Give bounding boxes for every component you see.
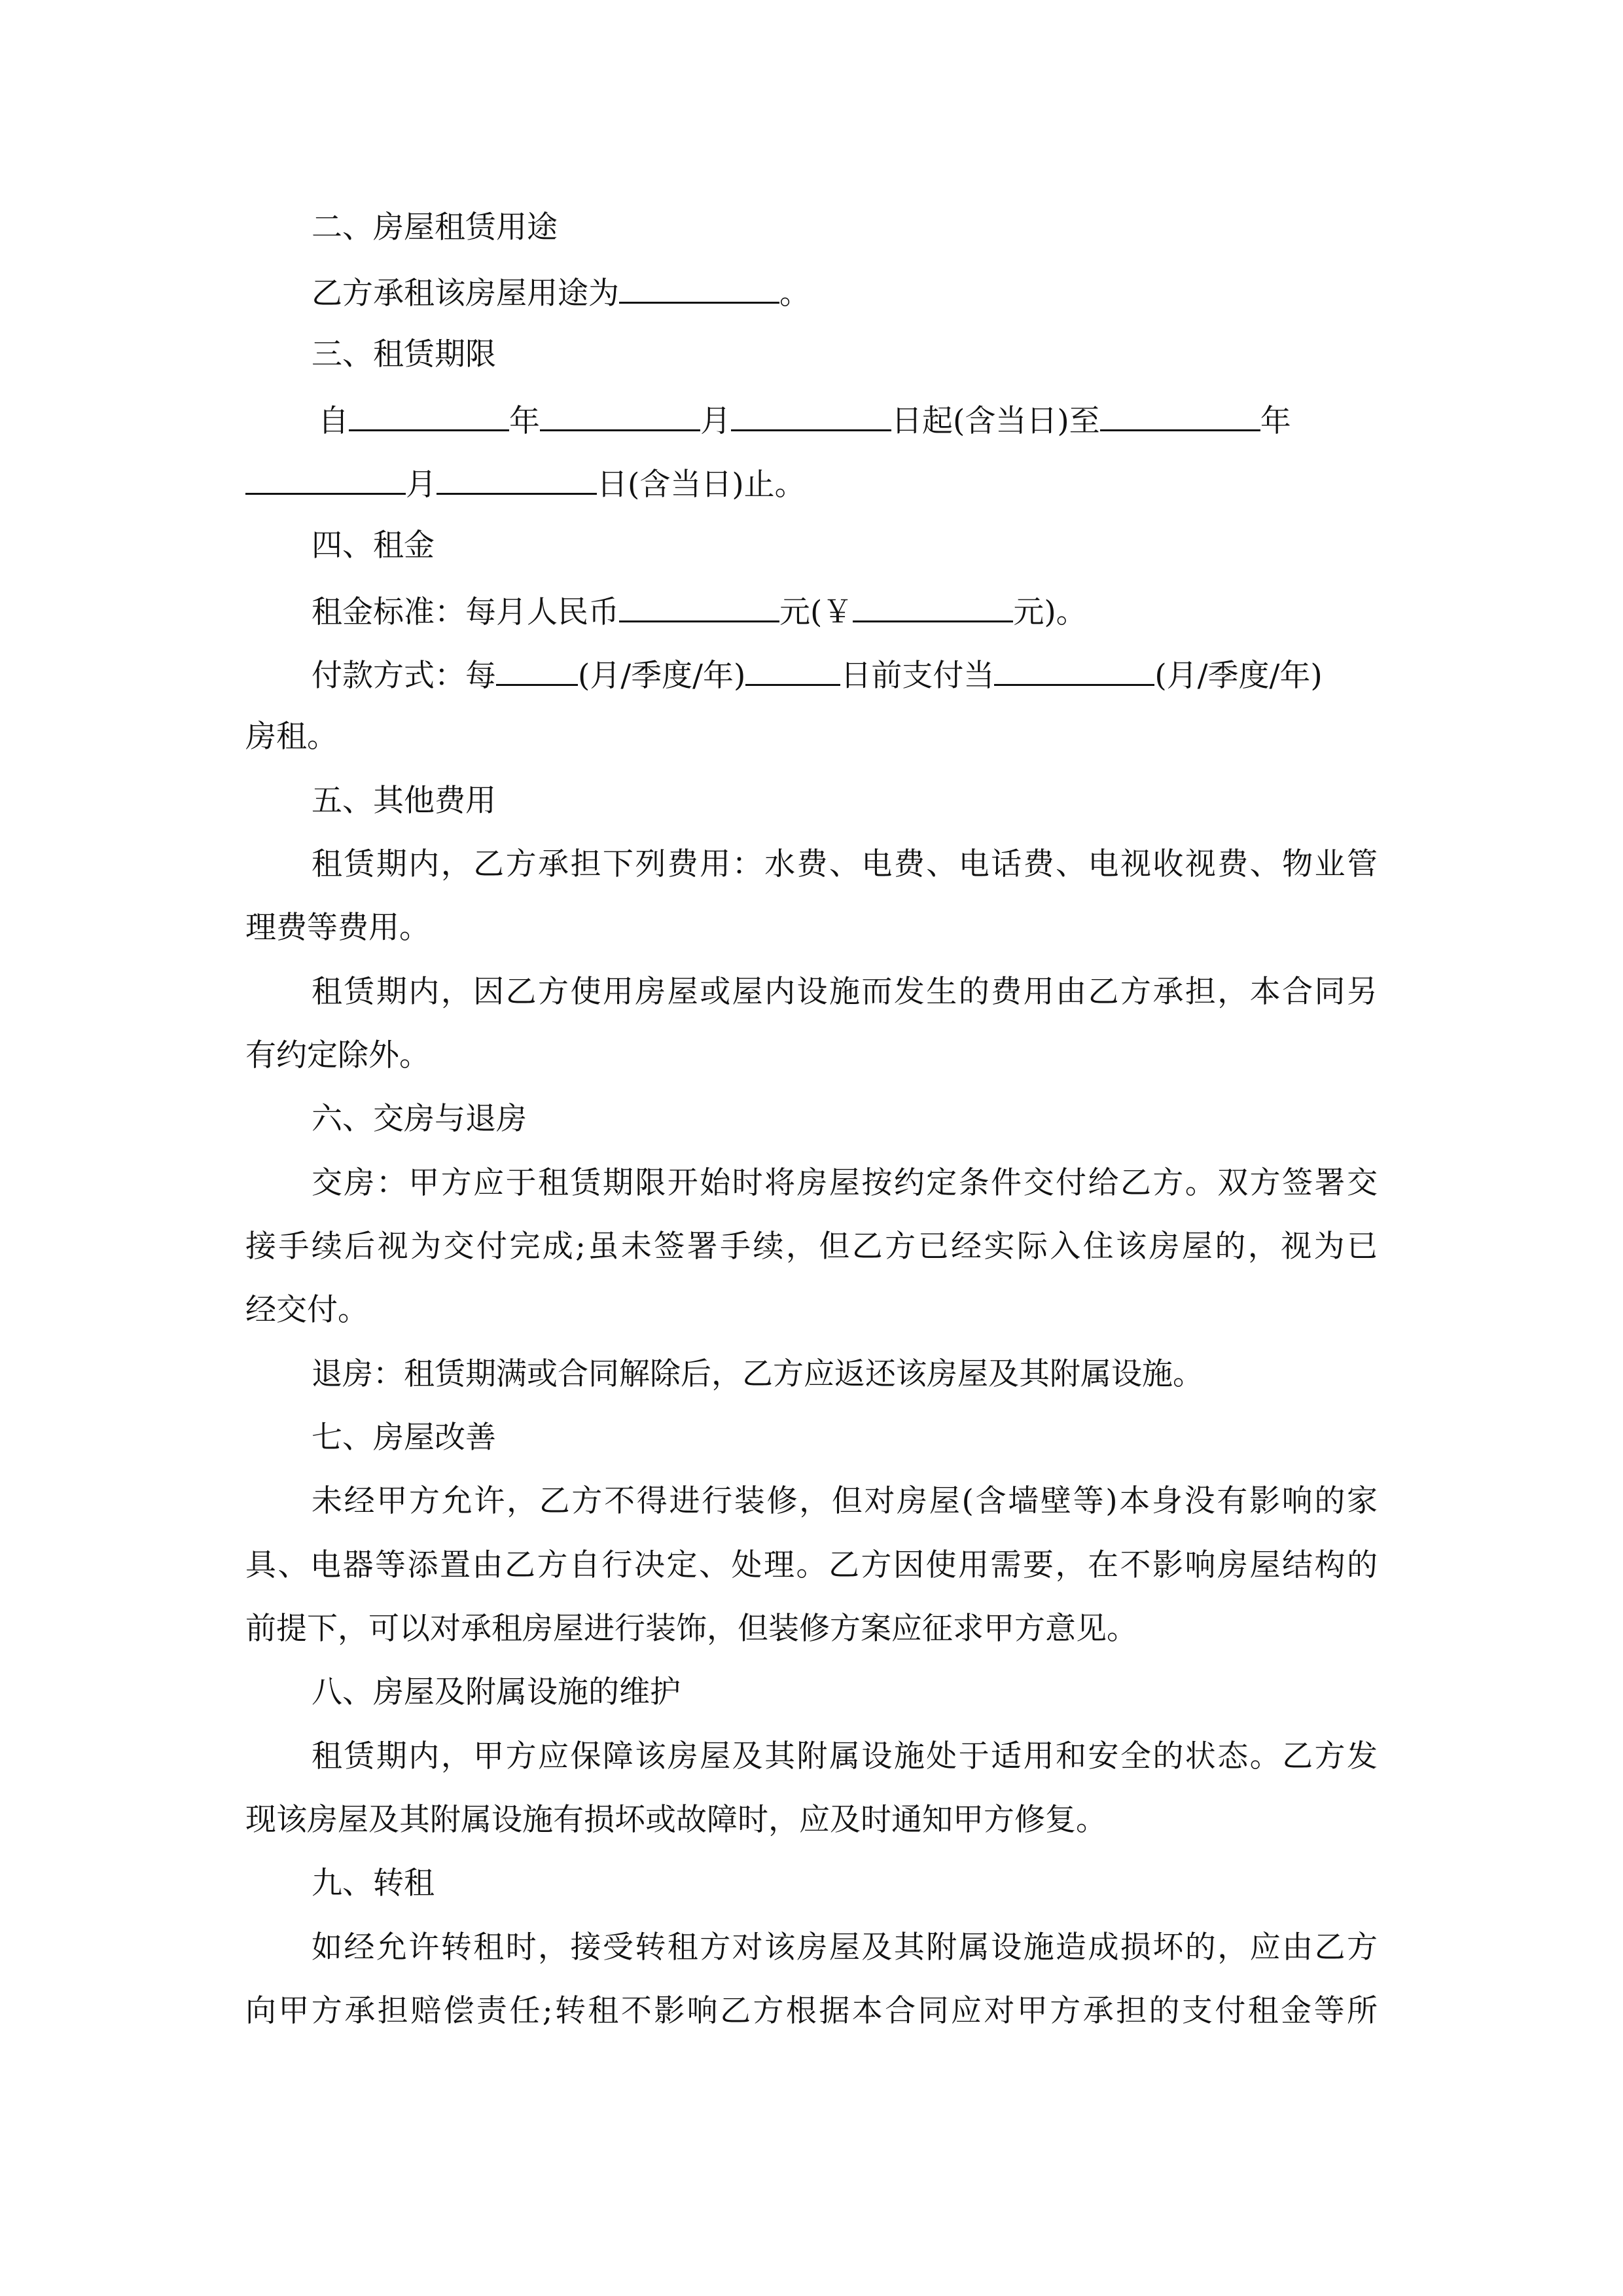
term-line-1 [318, 399, 1378, 441]
payment-period-label-2: (月/季度/年) [1154, 658, 1323, 694]
usage-label: 乙方承租该房屋用途为 [312, 276, 619, 312]
rent-rmb-blank[interactable] [619, 590, 779, 622]
fees-para-2-line-1: 租赁期内，因乙方使用房屋或屋内设施而发生的费用由乙方承担，本合同另 [312, 974, 1378, 1010]
end-day-blank[interactable] [437, 463, 597, 495]
payment-period-label: (月/季度/年) [578, 658, 746, 694]
day-from-label: 日起(含当日)至 [891, 403, 1100, 439]
year-label-2: 年 [1260, 403, 1291, 439]
maintenance-line-1: 租赁期内，甲方应保障该房屋及其附属设施处于适用和安全的状态。乙方发 [312, 1738, 1378, 1774]
end-month-blank[interactable] [245, 463, 406, 495]
payment-line-1 [312, 654, 1378, 696]
usage-end: 。 [779, 276, 810, 312]
rent-standard-label: 租金标准：每月人民币 [312, 594, 619, 630]
section-4-heading: 四、租金 [312, 528, 435, 564]
payment-count-blank[interactable] [994, 654, 1154, 686]
year-label: 年 [509, 403, 540, 439]
payment-line-2: 房租。 [245, 719, 338, 755]
rent-end-label: 元)。 [1013, 594, 1087, 630]
usage-blank[interactable] [619, 272, 779, 304]
rent-yuan-label: 元(￥ [779, 594, 853, 630]
section-8-heading: 八、房屋及附属设施的维护 [312, 1674, 681, 1710]
improvement-line-3: 前提下，可以对承租房屋进行装饰，但装修方案应征求甲方意见。 [245, 1611, 1137, 1647]
section-3-heading: 三、租赁期限 [312, 336, 496, 372]
usage-line [312, 272, 1378, 314]
payment-mid-label: 日前支付当 [840, 658, 995, 694]
payment-label: 付款方式：每 [312, 658, 496, 694]
improvement-line-1: 未经甲方允许，乙方不得进行装修，但对房屋(含墙壁等)本身没有影响的家 [312, 1483, 1378, 1519]
fees-para-1-line-1: 租赁期内，乙方承担下列费用：水费、电费、电话费、电视收视费、物业管 [312, 846, 1378, 882]
sublet-line-1: 如经允许转租时，接受转租方对该房屋及其附属设施造成损坏的，应由乙方 [312, 1929, 1378, 1965]
improvement-line-2: 具、电器等添置由乙方自行决定、处理。乙方因使用需要，在不影响房屋结构的 [245, 1547, 1378, 1583]
end-year-blank[interactable] [1100, 399, 1260, 431]
day-to-label: 日(含当日)止。 [597, 467, 806, 503]
start-day-blank[interactable] [731, 399, 891, 431]
sublet-line-2: 向甲方承担赔偿责任;转租不影响乙方根据本合同应对甲方承担的支付租金等所 [245, 1993, 1378, 2029]
rent-standard-line [312, 590, 1378, 632]
start-year-blank[interactable] [349, 399, 509, 431]
payment-period-blank[interactable] [496, 654, 578, 686]
handover-line-2: 接手续后视为交付完成;虽未签署手续，但乙方已经实际入住该房屋的，视为已 [245, 1229, 1378, 1265]
month-label-2: 月 [406, 467, 437, 503]
handover-line-1: 交房：甲方应于租赁期限开始时将房屋按约定条件交付给乙方。双方签署交 [312, 1165, 1378, 1201]
handover-line-3: 经交付。 [245, 1292, 368, 1328]
rent-figure-blank[interactable] [853, 590, 1013, 622]
payment-day-blank[interactable] [745, 654, 840, 686]
term-from-label: 自 [318, 403, 349, 439]
return-line: 退房：租赁期满或合同解除后，乙方应返还该房屋及其附属设施。 [312, 1356, 1204, 1392]
section-7-heading: 七、房屋改善 [312, 1420, 496, 1456]
maintenance-line-2: 现该房屋及其附属设施有损坏或故障时，应及时通知甲方修复。 [245, 1802, 1107, 1838]
section-6-heading: 六、交房与退房 [312, 1101, 527, 1137]
term-line-2 [245, 463, 1378, 505]
section-5-heading: 五、其他费用 [312, 783, 496, 819]
fees-para-1-line-2: 理费等费用。 [245, 910, 430, 946]
month-label: 月 [700, 403, 731, 439]
section-9-heading: 九、转租 [312, 1865, 435, 1901]
start-month-blank[interactable] [540, 399, 700, 431]
section-2-heading: 二、房屋租赁用途 [312, 209, 558, 245]
fees-para-2-line-2: 有约定除外。 [245, 1037, 430, 1073]
